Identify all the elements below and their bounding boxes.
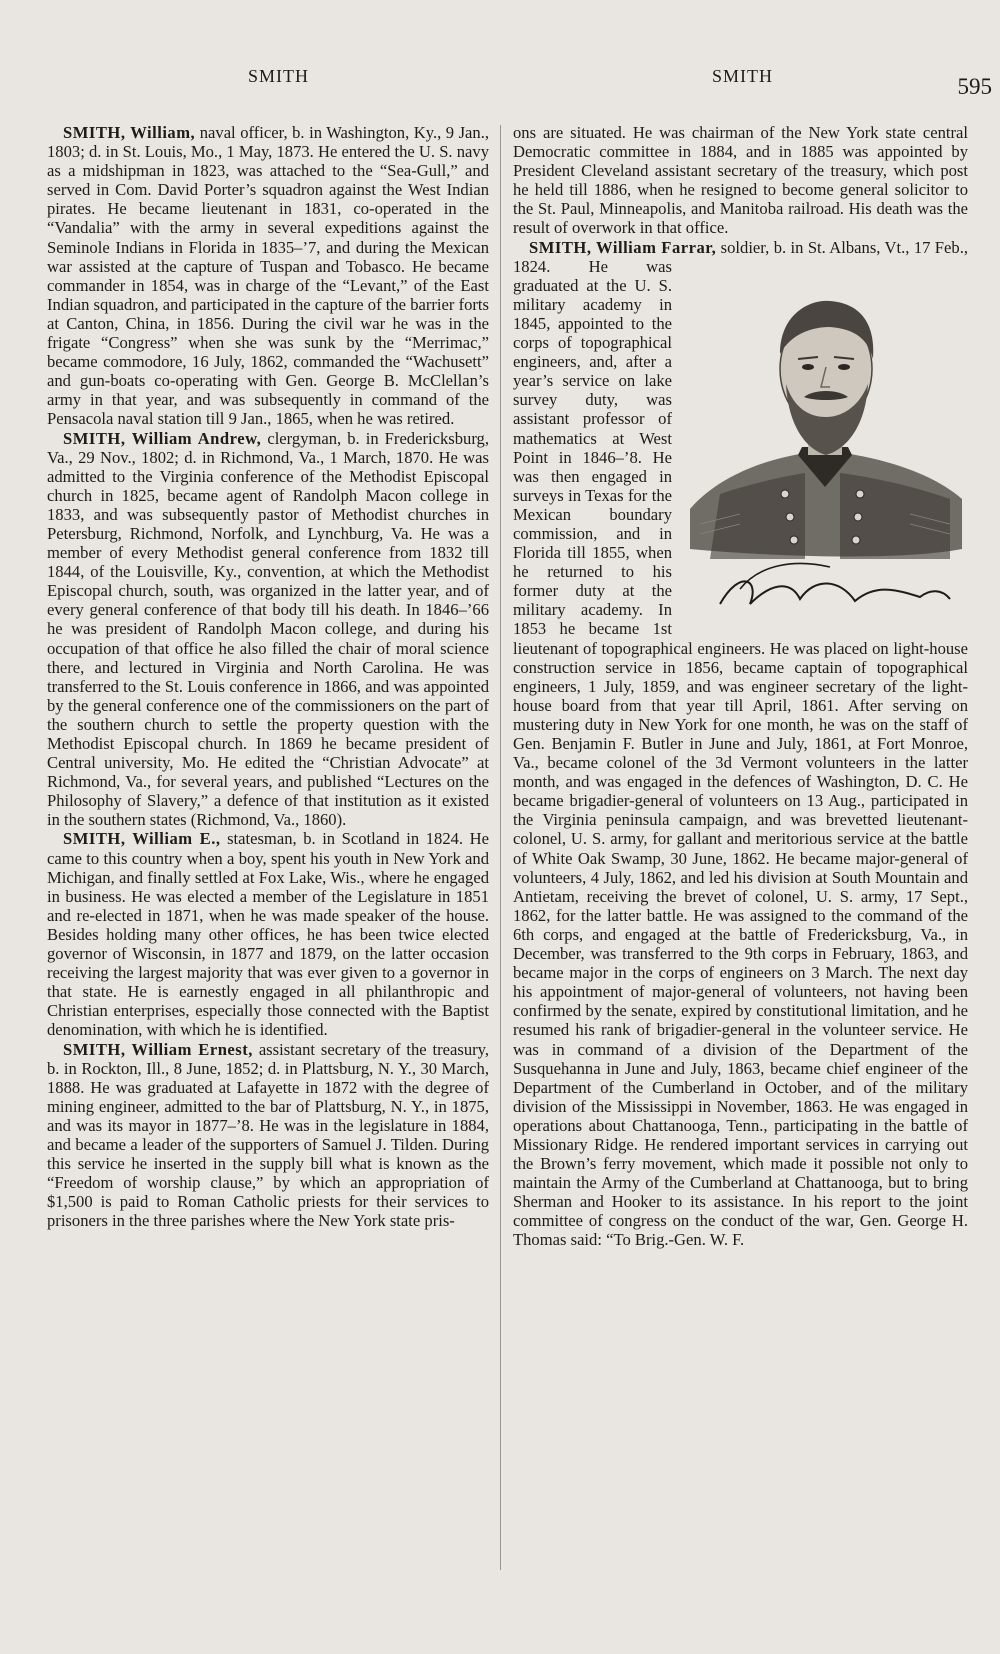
entry-body: assistant secretary of the treasury, b. in Rockton, Ill., 8 June, 1852; d. in Plattsburg, N. Y., 30 March, 1888. He was graduated at Lafayette in 1872 with the degree of mining engineer, admitted to the bar of Plattsburg, N. Y., in 1875, and was its mayor in 1877–’8. He was in the legislature in 1884, and became a leader of the supporters of Samuel J. Tilden. During this service he inserted in the supply bill what is known as the “Freedom of worship clause,” by which an appropriation of $1,500 is paid to Roman Catholic priests for their services to prisoners in the three parishes where the New York state pris-	[47, 1039, 490, 1231]
right-column	[513, 123, 968, 1250]
left-column	[47, 123, 489, 1230]
entry-heading: SMITH, William,	[63, 123, 196, 142]
portrait-engraving	[680, 259, 968, 627]
entry-william-e	[47, 829, 489, 1039]
column-divider	[500, 125, 501, 1570]
entry-heading: SMITH, William Andrew,	[63, 428, 262, 448]
entry-heading: SMITH, William Ernest,	[63, 1039, 253, 1059]
entry-heading: SMITH, William Farrar,	[529, 237, 717, 257]
entry-william-ernest-continued: ons are situated. He was chairman of the New York state central Democratic committee in 1884, and in 1885 was appointed by President Cleveland assistant secretary of the treasury, which post he held till 1886, when he resigned to become general solicitor to the St. Paul, Minneapolis, and Manitoba railroad. His death was the result of overwork in that office.	[513, 123, 968, 238]
entry-body: statesman, b. in Scotland in 1824. He came to this country when a boy, spent his youth in New York and Michigan, and finally settled at Fox Lake, Wis., where he engaged in business. He was elected a member of the Legislature in 1851 and re-elected in 1871, when he was made speaker of the house. Besides holding many other offices, he has been twice elected governor of Wisconsin, in 1877 and 1879, on the latter occasion receiving the largest majority that was ever given to a governor in that state. He is earnestly engaged in all philanthropic and Christian enterprises, especially those connected with the Baptist denomination, with which he is identified.	[47, 829, 489, 1040]
engraved-portrait-icon	[680, 259, 968, 627]
entry-william-farrar	[513, 238, 968, 1250]
entry-body: soldier, b. in St. Albans, Vt., 17 Feb., 1824. He was graduated at the U. S. military academy in 1845, appointed to the corps of topographical engineers, and, after a year’s service on lake survey duty, was assistant professor of mathematics at West Point in 1846–’8. He was then engaged in surveys in Texas for the Mexican boundary commission, and in Florida till 1855, when he returned to his former duty at the military academy. In 1853 he became 1st lieutenant of topographical engineers. He was placed on light-house construction service in 1856, became captain of topographical engineers, 1 July, 1859, and was engineer secretary of the light-house board from that year till April, 1861. After serving on mustering duty in New York for one month, he was on the staff of Gen. Benjamin F. Butler in June and July, 1861, at Fort Monroe, Va., became colonel of the 3d Vermont volunteers in the latter month, and was engaged in the defences of Washington, D. C. He became brigadier-general of volunteers on 13 Aug., participated in the Virginia peninsula campaign, and was brevetted lieutenant-colonel, U. S. army, for gallant and meritorious service at the battle of White Oak Swamp, 30 June, 1862. He became major-general of volunteers, 4 July, 1862, and led his division at South Mountain and Antietam, receiving the brevet of colonel, U. S. army, 17 Sept., 1862, for the latter battle. He was assigned to the command of the 6th corps, and engaged at the battle of Fredericksburg, Va., in December, was transferred to the 9th corps in February, 1863, and became major in the corps of engineers on 3 March. The next day his appointment of major-general of volunteers, not having been confirmed by the senate, expired by constitutional limitation, and he resumed his rank of brigadier-general in the volunteer service. He was in command of a division of the Department of the Susquehanna in June and July, 1863, became chief engineer of the Department of the Cumberland in October, and of the military division of the Mississippi in November, 1863. He was engaged in operations about Chattanooga, Tenn., participating in the battle of Missionary Ridge. He rendered important services in carrying out the Brown’s ferry movement, which made it possible not only to maintain the Army of the Cumberland at Chattanooga, but to bring Sherman and Hooker to its assistance. In his report to the joint committee of congress on the conduct of the war, Gen. George H. Thomas said: “To Brig.-Gen. W. F.	[513, 237, 968, 1250]
running-head-right: SMITH	[712, 66, 774, 86]
entry-body: naval officer, b. in Washington, Ky., 9 Jan., 1803; d. in St. Louis, Mo., 1 May, 1873. He entered the U. S. navy as a midshipman in 1823, was attached to the “Sea-Gull,” and served in Com. David Porter’s squadron against the West Indian pirates. He became lieutenant in 1831, co-operated in the “Vandalia” with the army in several expeditions against the Seminole Indians in Florida in 1835–’7, and during the Mexican war assisted at the capture of Tuspan and Tobasco. He became commander in 1854, was in charge of the “Levant,” of the East Indian squadron, and participated in the capture of the barrier forts at Canton, China, in 1856. During the civil war he was in the frigate “Congress” when she was sunk by the “Merrimac,” became commodore, 16 July, 1862, commanded the “Wachusett” and gun-boats co-operating with Gen. George B. McClellan’s army in that year, and was subsequently in command of the Pensacola naval station till 9 Jan., 1865, when he was retired.	[47, 123, 489, 429]
entry-william-ernest	[47, 1040, 489, 1231]
entry-william	[47, 123, 489, 429]
entry-heading: SMITH, William E.,	[63, 829, 221, 849]
entry-body: clergyman, b. in Fredericksburg, Va., 29 Nov., 1802; d. in Richmond, Va., 1 March, 1870. He was admitted to the Virginia conference of the Methodist Episcopal church in 1825, became agent of Randolph Macon college in 1833, and was subsequently pastor of Methodist churches in Petersburg, Richmond, Norfolk, and Lynchburg, Va. He was a member of every Methodist general conference from 1832 till 1844, of the Louisville, Ky., convention, at which the Methodist Episcopal church, south, was organized in the latter year, and of every general conference of that body till his death. In 1846–’66 he was president of Randolph Macon college, and during his occupation of that office he also filled the chair of moral science there, and lectured in Virginia and North Carolina. He was transferred to the St. Louis conference in 1866, and was appointed by the general conference one of the commissioners on the part of the southern church to settle the property question with the Methodist Episcopal church. In 1869 he became president of Central university, Mo. He edited the “Christian Advocate” at Richmond, Va., for several years, and published “Lectures on the Philosophy of Slavery,” a defence of that institution as it existed in the southern states (Richmond, Va., 1860).	[47, 428, 489, 830]
running-head-left: SMITH	[248, 66, 310, 86]
page-number: 595	[957, 74, 992, 99]
entry-william-andrew	[47, 429, 489, 830]
